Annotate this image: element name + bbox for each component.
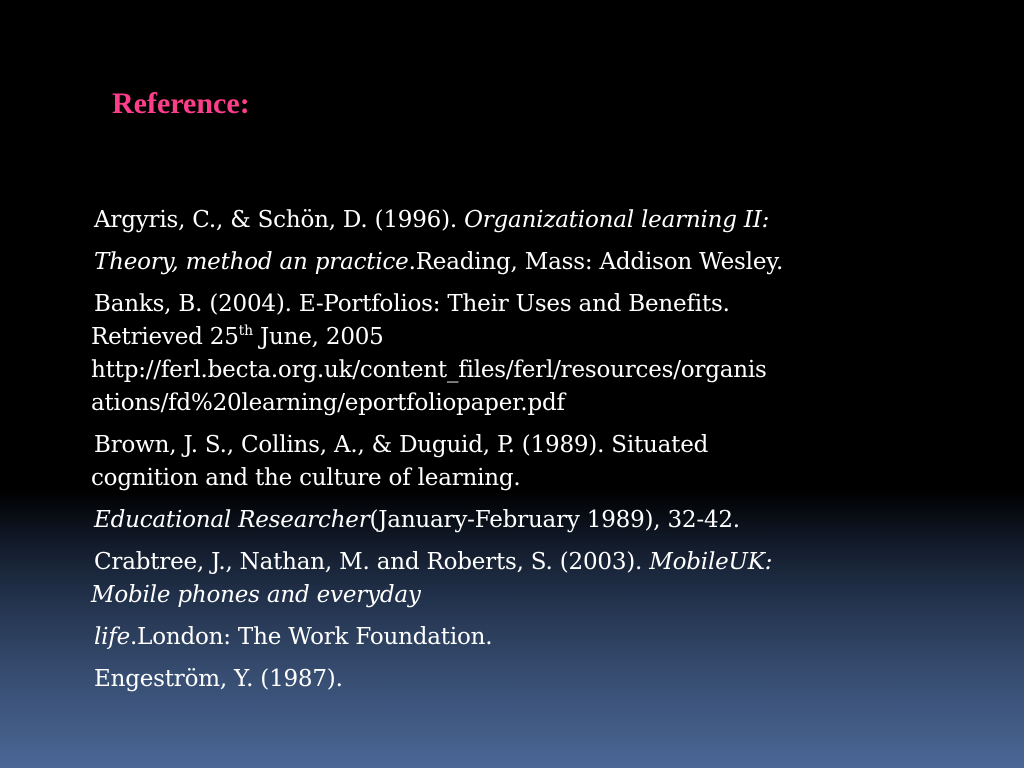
reference-banks-url-line-1: http://ferl.becta.org.uk/content_files/ferl/resources/organis <box>91 357 767 383</box>
reference-crabtree-publisher: .London: The Work Foundation. <box>130 624 493 650</box>
reference-banks-line-1: Banks, B. (2004). E-Portfolios: Their Uses and Benefits. <box>94 291 730 317</box>
slide-title: Reference: <box>112 87 250 120</box>
reference-argyris-publisher: .Reading, Mass: Addison Wesley. <box>408 249 784 275</box>
reference-engestrom-line-1: Engeström, Y. (1987). <box>94 666 343 692</box>
reference-list <box>91 204 901 696</box>
reference-argyris-title-part-2: Theory, method an practice <box>94 249 409 275</box>
reference-brown-line-1: Brown, J. S., Collins, A., & Duguid, P. (1989). Situated <box>94 432 709 458</box>
reference-argyris-line-2 <box>91 246 901 279</box>
reference-banks-line-2 <box>91 321 901 354</box>
reference-banks-retrieved: Retrieved 25 <box>91 324 239 350</box>
reference-brown-issue: (January-February 1989), 32-42. <box>369 507 740 533</box>
reference-argyris-authors: Argyris, C., & Schön, D. (1996). <box>94 207 465 233</box>
reference-brown-line-3 <box>91 504 901 537</box>
reference-crabtree-authors: Crabtree, J., Nathan, M. and Roberts, S. (2003). <box>94 549 650 575</box>
reference-crabtree-line-1 <box>91 546 901 579</box>
reference-crabtree-title-part-1: MobileUK: <box>649 549 773 575</box>
reference-crabtree-title-part-2: Mobile phones and everyday <box>91 582 421 608</box>
reference-banks-ordinal: th <box>238 323 253 339</box>
reference-brown-journal: Educational Researcher <box>94 507 370 533</box>
reference-crabtree-title-part-3: life <box>94 624 131 650</box>
reference-brown-line-2: cognition and the culture of learning. <box>91 465 521 491</box>
reference-argyris-title-part-1: Organizational learning II: <box>464 207 770 233</box>
reference-banks-date: June, 2005 <box>252 324 384 350</box>
reference-argyris-line-1 <box>91 204 901 237</box>
reference-crabtree-line-2 <box>91 579 901 612</box>
reference-banks-url-line-2: ations/fd%20learning/eportfoliopaper.pdf <box>91 390 565 416</box>
reference-crabtree-line-3 <box>91 621 901 654</box>
